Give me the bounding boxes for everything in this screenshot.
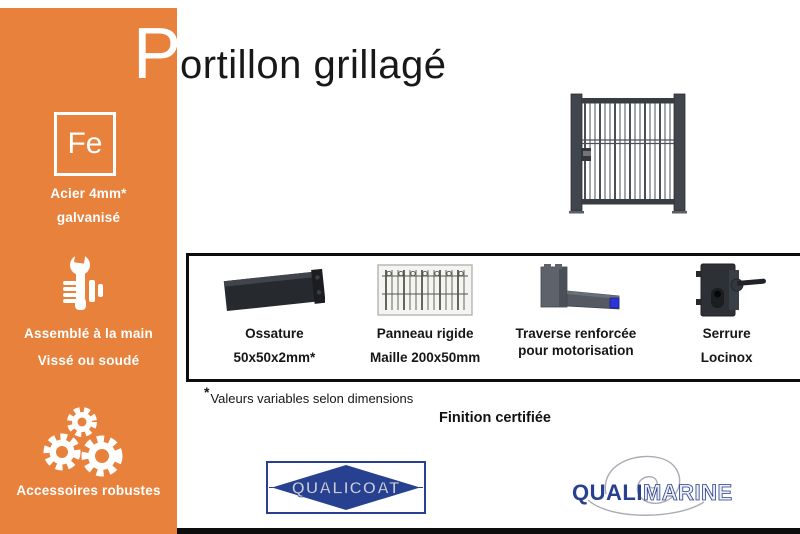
gate-product-image	[568, 92, 688, 225]
qualimarine-logo	[558, 448, 738, 527]
finish-certified-label: Finition certifiée	[439, 410, 551, 426]
gears-icon	[42, 406, 134, 491]
frame-tube-image	[223, 262, 325, 318]
component-lock-spec: Locinox	[700, 350, 753, 365]
component-lock	[651, 262, 800, 375]
qualimarine-text-outline: MARINE	[642, 480, 733, 505]
crossbar-image	[527, 262, 625, 318]
feature-assembly-line2: Vissé ou soudé	[37, 353, 140, 368]
hand-wrench-icon	[55, 254, 107, 325]
component-lock-name: Serrure	[702, 326, 751, 341]
title-initial: P	[133, 14, 181, 94]
qualicoat-logo	[266, 461, 426, 519]
footnote-text: Valeurs variables selon dimensions	[210, 391, 414, 406]
bottom-divider-bar	[177, 528, 800, 534]
fe-icon	[54, 112, 116, 176]
component-panel	[350, 262, 501, 375]
component-panel-name: Panneau rigide	[376, 326, 474, 341]
feature-steel-line2: galvanisé	[56, 210, 121, 225]
lock-image	[687, 262, 767, 318]
component-panel-spec: Maille 200x50mm	[369, 350, 481, 365]
qualimarine-text-solid: QUALI	[572, 480, 643, 505]
qualicoat-text: QUALICOAT	[291, 478, 401, 498]
component-frame	[199, 262, 350, 375]
footnote-star: *	[204, 384, 210, 400]
footnote	[204, 384, 413, 406]
title-rest: ortillon grillagé	[180, 43, 447, 87]
page-title	[133, 14, 447, 94]
component-crossbar-spec: pour motorisation	[518, 343, 634, 358]
component-crossbar	[501, 262, 652, 375]
feature-accessories-line1: Accessoires robustes	[16, 483, 161, 498]
component-frame-spec: 50x50x2mm*	[233, 350, 316, 365]
feature-assembly-line1: Assemblé à la main	[24, 326, 153, 341]
mesh-panel-image	[377, 262, 473, 318]
fe-symbol: Fe	[67, 127, 103, 160]
svg-text:QUALIMARINE	[572, 480, 733, 505]
components-box	[186, 253, 800, 382]
feature-steel-line1: Acier 4mm*	[50, 186, 127, 201]
component-crossbar-name: Traverse renforcée	[515, 326, 637, 341]
component-frame-name: Ossature	[245, 326, 304, 341]
